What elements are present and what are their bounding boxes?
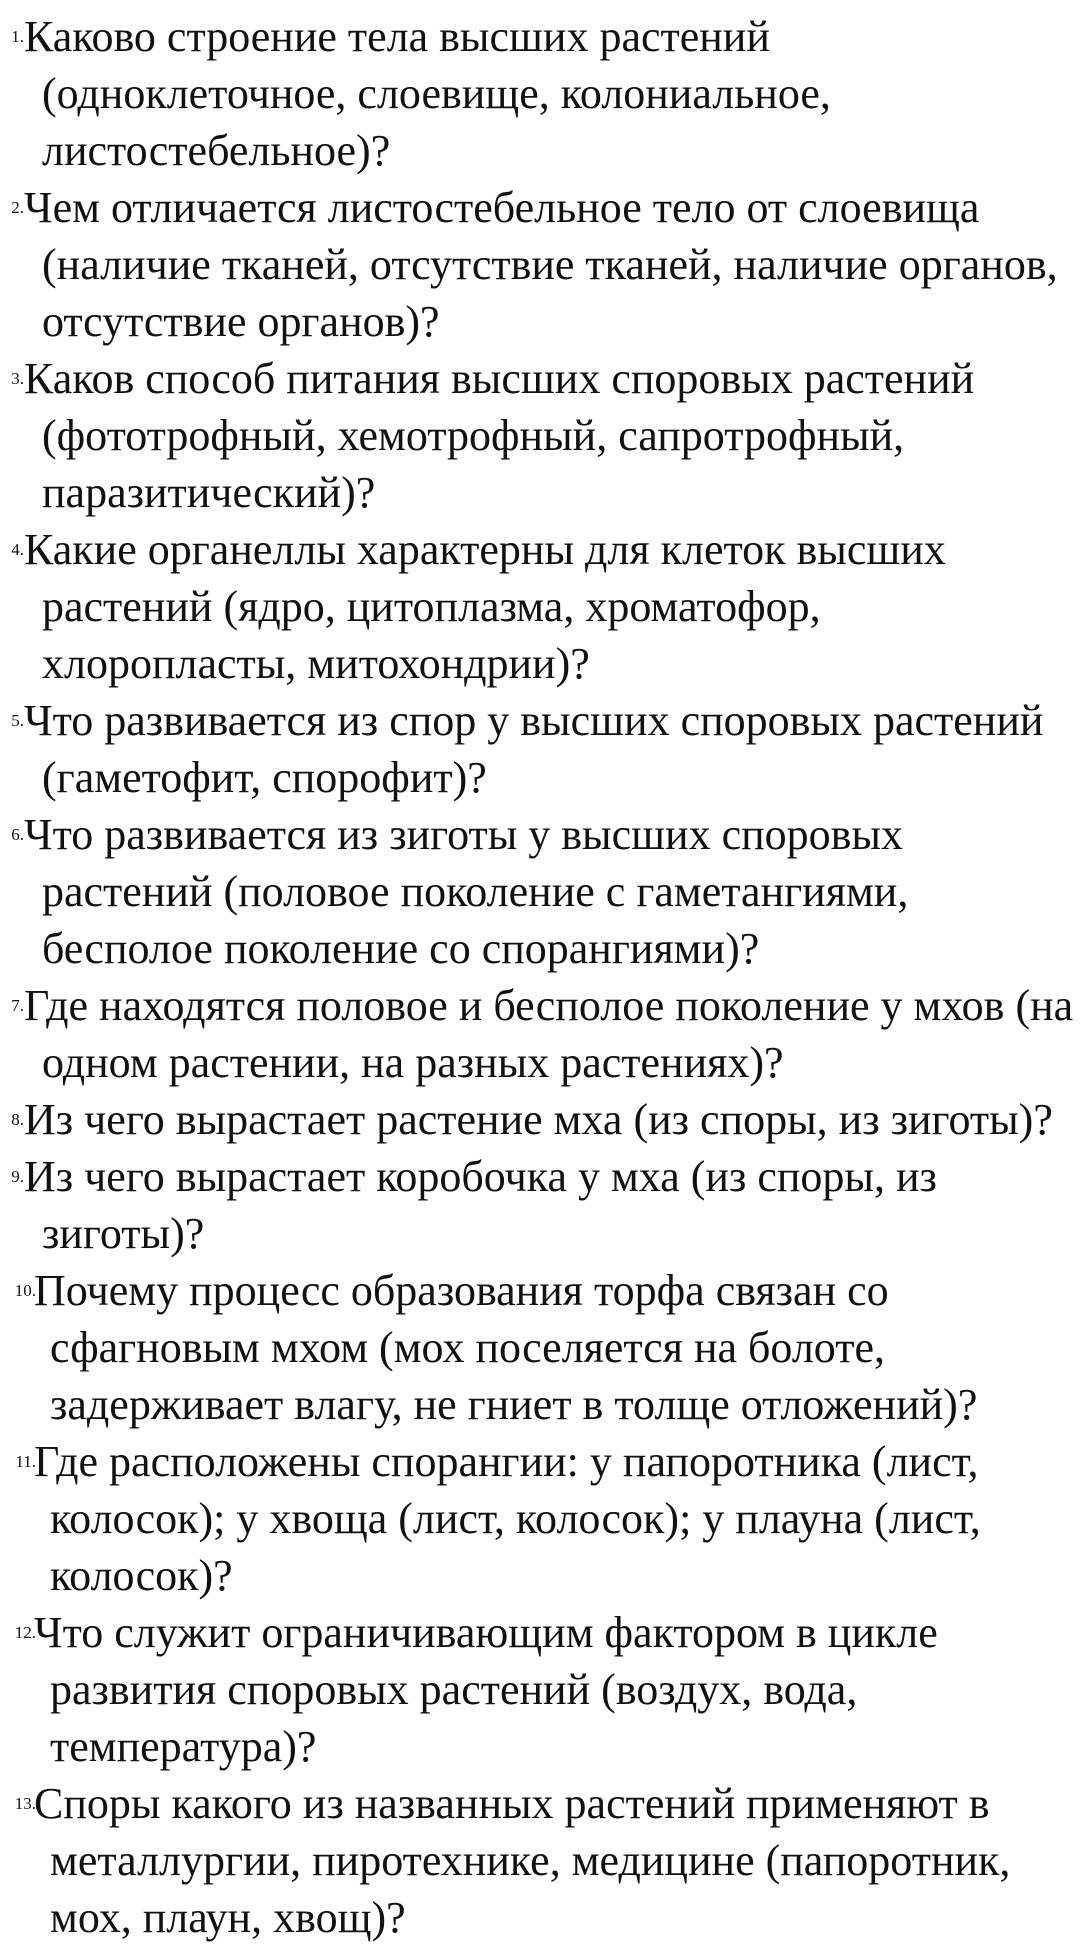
question-item xyxy=(0,977,1080,1091)
question-line: Что служит ограничивающим фактором в цикле xyxy=(34,1608,938,1657)
question-line: Что развивается из спор у высших споровых растений xyxy=(24,696,1044,745)
question-line: мох, плаун, хвощ)? xyxy=(50,1893,406,1942)
question-line: Где находятся половое и бесполое поколение у мхов (на xyxy=(24,981,1074,1030)
question-number: 9. xyxy=(11,1167,24,1186)
question-line: (гаметофит, спорофит)? xyxy=(42,753,487,802)
question-number: 6. xyxy=(11,825,24,844)
question-line: развития споровых растений (воздух, вода, xyxy=(50,1665,858,1714)
question-line: Из чего вырастает коробочка у мха (из споры, из xyxy=(24,1152,937,1201)
question-item xyxy=(0,1262,1080,1433)
question-line: Из чего вырастает растение мха (из споры, из зиготы)? xyxy=(24,1095,1053,1144)
question-line: (фототрофный, хемотрофный, сапротрофный, xyxy=(42,411,905,460)
question-line: одном растении, на разных растениях)? xyxy=(42,1038,784,1087)
question-line: задерживает влагу, не гниет в толще отложений)? xyxy=(50,1380,978,1429)
question-item xyxy=(0,1433,1080,1604)
question-line: сфагновым мхом (мох поселяется на болоте, xyxy=(50,1323,885,1372)
question-number: 7. xyxy=(11,996,24,1015)
question-line: Какие органеллы характерны для клеток высших xyxy=(24,525,946,574)
question-number: 10. xyxy=(14,1281,36,1300)
question-number: 12. xyxy=(14,1623,36,1642)
question-item xyxy=(0,8,1080,179)
question-line: колосок); у хвоща (лист, колосок); у плауна (лист, xyxy=(50,1494,981,1543)
question-number: 11. xyxy=(15,1452,36,1471)
question-item xyxy=(0,692,1080,806)
question-line: Каково строение тела высших растений xyxy=(24,12,770,61)
question-number: 2. xyxy=(11,198,24,217)
question-number: 3. xyxy=(11,369,24,388)
question-list xyxy=(0,8,1080,1946)
question-number: 1. xyxy=(11,27,24,46)
question-line: температура)? xyxy=(50,1722,317,1771)
question-line: Чем отличается листостебельное тело от слоевища xyxy=(24,183,980,232)
question-line: растений (ядро, цитоплазма, хроматофор, xyxy=(42,582,821,631)
question-line: (одноклеточное, слоевище, колониальное, xyxy=(42,69,831,118)
question-line: хлоропласты, митохондрии)? xyxy=(42,639,590,688)
question-line: бесполое поколение со спорангиями)? xyxy=(42,924,760,973)
question-item xyxy=(0,521,1080,692)
question-number: 8. xyxy=(11,1110,24,1129)
question-item xyxy=(0,350,1080,521)
question-item xyxy=(0,806,1080,977)
question-line: Каков способ питания высших споровых растений xyxy=(24,354,975,403)
question-line: Споры какого из названных растений применяют в xyxy=(34,1779,990,1828)
question-line: растений (половое поколение с гаметангиями, xyxy=(42,867,909,916)
question-item xyxy=(0,179,1080,350)
question-line: металлургии, пиротехнике, медицине (папоротник, xyxy=(50,1836,1011,1885)
question-line: отсутствие органов)? xyxy=(42,297,440,346)
question-line: паразитический)? xyxy=(42,468,376,517)
question-number: 4. xyxy=(11,540,24,559)
question-line: зиготы)? xyxy=(42,1209,205,1258)
question-number: 13. xyxy=(14,1794,36,1813)
question-line: колосок)? xyxy=(50,1551,233,1600)
question-number: 5. xyxy=(11,711,24,730)
question-item xyxy=(0,1091,1080,1148)
question-item xyxy=(0,1148,1080,1262)
question-line: листостебельное)? xyxy=(42,126,391,175)
question-line: (наличие тканей, отсутствие тканей, наличие органов, xyxy=(42,240,1058,289)
question-line: Почему процесс образования торфа связан со xyxy=(34,1266,889,1315)
question-item xyxy=(0,1775,1080,1946)
question-item xyxy=(0,1604,1080,1775)
question-line: Где расположены спорангии: у папоротника (лист, xyxy=(34,1437,979,1486)
question-line: Что развивается из зиготы у высших споровых xyxy=(24,810,903,859)
